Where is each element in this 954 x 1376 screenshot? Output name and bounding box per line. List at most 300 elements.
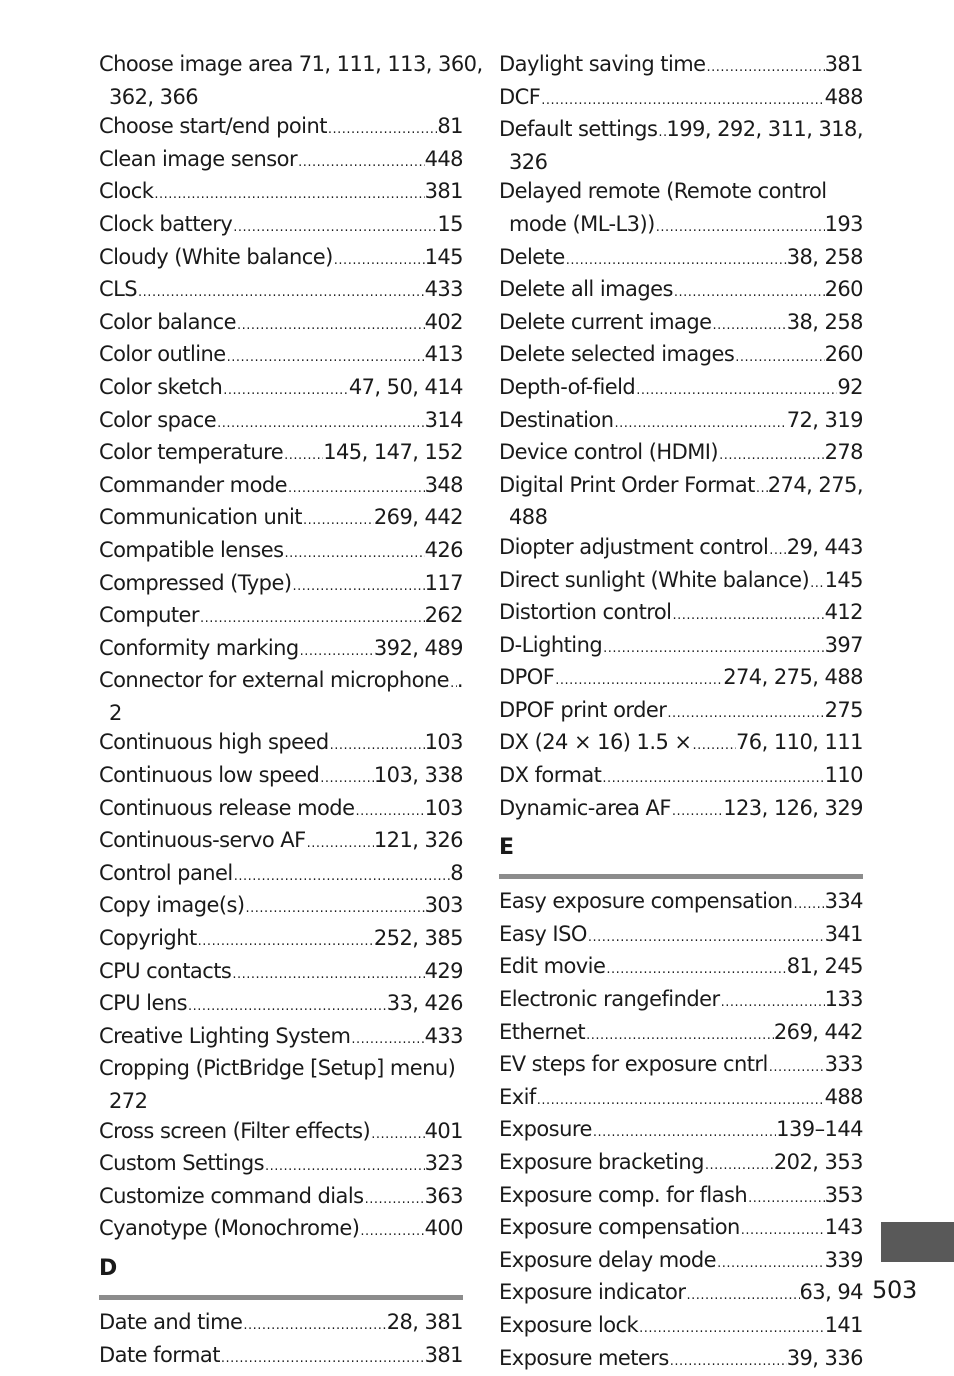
index-entry <box>99 1054 463 1116</box>
leader-dots <box>605 952 786 985</box>
leader-dots <box>601 761 824 794</box>
index-entry <box>99 536 463 569</box>
entry-term: Control panel <box>99 860 233 885</box>
leader-dots <box>291 569 424 602</box>
leader-dots <box>565 243 787 276</box>
index-entry <box>99 438 463 471</box>
entry-term: Exposure lock <box>499 1312 639 1337</box>
entry-term: Connector for external microphone <box>99 668 450 693</box>
leader-dots <box>302 503 374 536</box>
entry-pages: 433 <box>424 1023 463 1048</box>
leader-dots <box>691 728 736 761</box>
entry-pages: 110 <box>824 763 863 788</box>
leader-dots <box>712 308 787 341</box>
section-heading: D <box>99 1255 118 1281</box>
index-entry <box>99 112 463 145</box>
entry-term: Delayed remote (Remote control <box>499 179 827 204</box>
section-tab-marker <box>881 1222 954 1262</box>
leader-dots <box>585 1018 774 1051</box>
index-entry <box>499 663 863 696</box>
index-entry <box>499 210 863 243</box>
index-entry <box>499 631 863 664</box>
leader-dots <box>768 533 786 566</box>
entry-pages: 363 <box>424 1183 463 1208</box>
leader-dots <box>370 1117 424 1150</box>
entry-pages: 143 <box>824 1215 863 1240</box>
entry-term: CLS <box>99 277 138 302</box>
entry-pages: 202, 353 <box>773 1150 863 1174</box>
entry-pages: 193 <box>824 211 863 236</box>
index-entry <box>499 761 863 794</box>
entry-pages: 392, 489 <box>373 635 463 660</box>
index-entry <box>99 373 463 406</box>
leader-dots <box>554 663 723 696</box>
entry-pages: 103, 338 <box>373 763 463 788</box>
entry-term: Continuous low speed <box>99 763 320 788</box>
entry-pages-continued: 362, 366 <box>109 84 199 109</box>
leader-dots <box>669 1344 787 1376</box>
entry-term: Cross screen (Filter effects) <box>99 1118 371 1143</box>
entry-pages: 381 <box>824 52 863 76</box>
leader-dots <box>718 438 824 471</box>
leader-dots <box>635 373 837 406</box>
entry-term: Date and time <box>99 1309 243 1334</box>
entry-pages: 400 <box>424 1216 463 1241</box>
leader-dots <box>153 177 424 210</box>
index-entry <box>99 826 463 859</box>
leader-dots <box>222 373 349 406</box>
index-entry <box>499 566 863 599</box>
entry-pages: 402 <box>424 309 463 334</box>
index-entry <box>99 1182 463 1215</box>
entry-pages: 145 <box>824 567 863 592</box>
entry-pages: 92 <box>837 374 863 399</box>
index-entry <box>99 924 463 957</box>
leader-dots <box>216 406 425 439</box>
entry-term: Color balance <box>99 309 237 334</box>
leader-dots <box>449 666 457 699</box>
entry-pages: 199, 292, 311, 318, <box>666 117 863 142</box>
index-entry <box>99 406 463 439</box>
entry-pages: 334 <box>824 889 863 914</box>
entry-term: Default settings <box>499 117 658 142</box>
entry-pages: 269, 442 <box>373 505 463 530</box>
entry-pages: 260 <box>824 277 863 302</box>
leader-dots <box>359 1214 424 1247</box>
leader-dots <box>232 210 437 243</box>
entry-term: Commander mode <box>99 472 288 497</box>
entry-term: Depth-of-field <box>499 374 636 399</box>
entry-pages: . <box>456 668 463 693</box>
index-entry <box>499 1213 863 1246</box>
index-entry <box>99 177 463 210</box>
index-entry <box>499 1050 863 1083</box>
leader-dots <box>613 406 786 439</box>
index-entry <box>99 275 463 308</box>
leader-dots <box>671 598 824 631</box>
index-entry <box>499 728 863 761</box>
entry-pages: 29, 443 <box>786 534 863 559</box>
entry-term: EV steps for exposure cntrl <box>499 1052 768 1077</box>
leader-dots <box>536 1083 825 1116</box>
entry-term: Clock battery <box>99 211 233 236</box>
index-entry <box>99 340 463 373</box>
entry-term: DPOF print order <box>499 697 667 722</box>
entry-term: Digital Print Order Format <box>499 472 755 497</box>
entry-pages: 401 <box>424 1118 463 1143</box>
index-entry <box>499 794 863 827</box>
entry-pages: 381 <box>424 179 463 204</box>
index-column-right <box>499 50 863 1376</box>
entry-term: Ethernet <box>499 1019 586 1044</box>
entry-pages: 488 <box>824 1084 863 1109</box>
entry-pages: 274, 275, <box>767 472 863 497</box>
index-entry <box>499 952 863 985</box>
leader-dots <box>137 275 425 308</box>
index-entry <box>99 859 463 892</box>
entry-term: Exposure compensation <box>499 1215 740 1240</box>
leader-dots <box>734 340 824 373</box>
index-entry <box>499 1246 863 1279</box>
index-entry <box>499 1278 863 1311</box>
entry-pages: 63, 94 <box>799 1280 863 1305</box>
entry-pages: 278 <box>824 440 863 465</box>
entry-pages: 314 <box>424 407 463 432</box>
entry-term: Compressed (Type) <box>99 570 292 595</box>
index-entry <box>499 1148 863 1181</box>
entry-term: Device control (HDMI) <box>499 440 719 465</box>
entry-pages-continued: 488 <box>509 505 548 530</box>
index-entry <box>99 601 463 634</box>
index-entry <box>99 666 463 728</box>
index-entry <box>99 210 463 243</box>
index-entry <box>499 985 863 1018</box>
leader-dots <box>233 859 450 892</box>
leader-dots <box>768 1050 825 1083</box>
page-number: 503 <box>872 1276 917 1304</box>
leader-dots <box>197 924 374 957</box>
entry-term: D-Lighting <box>499 632 603 657</box>
index-entry <box>99 243 463 276</box>
entry-term: Electronic rangefinder <box>499 987 720 1012</box>
index-entry <box>99 989 463 1022</box>
entry-term: Choose image area <box>99 52 293 76</box>
leader-dots <box>220 1341 425 1374</box>
entry-term: DCF <box>499 84 541 109</box>
entry-pages: 133 <box>824 987 863 1012</box>
entry-term: Choose start/end point <box>99 114 327 139</box>
entry-term: Color temperature <box>99 440 284 465</box>
section-rule <box>499 874 863 879</box>
entry-pages: 381 <box>424 1342 463 1367</box>
section-heading: E <box>499 835 515 861</box>
index-entry <box>99 634 463 667</box>
entry-term: Cloudy (White balance) <box>99 244 333 269</box>
leader-dots <box>287 471 425 504</box>
entry-pages-continued: 2 <box>109 700 122 725</box>
entry-term: Exposure indicator <box>499 1280 686 1305</box>
leader-dots <box>657 115 666 148</box>
entry-pages: 72, 319 <box>786 407 863 432</box>
entry-term: Computer <box>99 603 199 628</box>
leader-dots <box>333 243 425 276</box>
entry-pages: 15 <box>437 211 463 236</box>
leader-dots <box>673 275 825 308</box>
entry-pages: 348 <box>424 472 463 497</box>
leader-dots <box>327 112 437 145</box>
entry-pages: 413 <box>424 342 463 367</box>
leader-dots <box>655 210 825 243</box>
entry-pages: 103 <box>424 730 463 755</box>
entry-term: Delete all images <box>499 277 673 302</box>
entry-term: Color sketch <box>99 374 223 399</box>
entry-pages: 333 <box>824 1052 863 1077</box>
entry-pages: 28, 381 <box>386 1309 463 1334</box>
leader-dots <box>350 1022 424 1055</box>
entry-term: Clock <box>99 179 154 204</box>
entry-term: Compatible lenses <box>99 537 284 562</box>
entry-term: Creative Lighting System <box>99 1023 351 1048</box>
index-entry <box>499 598 863 631</box>
entry-pages: 323 <box>424 1151 463 1176</box>
index-entry <box>499 1018 863 1051</box>
index-column-left <box>99 50 483 1373</box>
entry-pages: 260 <box>824 342 863 367</box>
entry-term: Cropping (PictBridge [Setup] menu) <box>99 1056 456 1081</box>
index-entry <box>499 275 863 308</box>
entry-pages-continued: 326 <box>509 149 548 174</box>
leader-dots <box>284 536 425 569</box>
entry-term: Custom Settings <box>99 1151 265 1176</box>
index-entry <box>499 177 863 210</box>
entry-pages: 123, 126, 329 <box>723 795 863 820</box>
entry-term: Exposure meters <box>499 1345 669 1370</box>
section-rule <box>99 1295 463 1300</box>
index-entry <box>99 1214 463 1247</box>
leader-dots <box>187 989 387 1022</box>
entry-pages: 145 <box>424 244 463 269</box>
index-entry <box>99 891 463 924</box>
leader-dots <box>685 1278 799 1311</box>
entry-pages: 353 <box>824 1182 863 1207</box>
index-entry <box>499 243 863 276</box>
entry-term: Easy ISO <box>499 921 587 946</box>
index-entry <box>499 471 863 533</box>
leader-dots <box>671 794 723 827</box>
entry-pages: 8 <box>450 860 463 885</box>
entry-term: Dynamic-area AF <box>499 795 671 820</box>
leader-dots <box>587 920 825 953</box>
entry-pages-continued: 272 <box>109 1089 148 1113</box>
entry-pages: 339 <box>824 1247 863 1272</box>
leader-dots <box>245 891 425 924</box>
leader-dots <box>264 1149 425 1182</box>
entry-pages: 33, 426 <box>386 991 463 1016</box>
entry-pages: 269, 442 <box>773 1019 863 1044</box>
entry-term: Customize command dials <box>99 1183 364 1208</box>
index-entry <box>499 1115 863 1148</box>
entry-term: Continuous release mode <box>99 795 355 820</box>
entry-pages: 141 <box>824 1312 863 1337</box>
leader-dots <box>666 696 824 729</box>
entry-term: CPU lens <box>99 991 187 1016</box>
leader-dots <box>306 826 374 859</box>
index-entry <box>499 308 863 341</box>
index-entry <box>499 1311 863 1344</box>
entry-pages: 71, 111, 113, 360, <box>298 52 483 76</box>
entry-term: Direct sunlight (White balance) <box>499 567 810 592</box>
entry-term: Color space <box>99 407 217 432</box>
entry-pages: 38, 258 <box>786 309 863 334</box>
entry-term: Copyright <box>99 926 197 951</box>
index-entry <box>99 1308 463 1341</box>
index-entry <box>99 471 463 504</box>
index-entry <box>99 1022 463 1055</box>
index-entry <box>499 50 863 83</box>
leader-dots <box>809 566 824 599</box>
entry-pages: 117 <box>424 570 463 595</box>
entry-term: CPU contacts <box>99 958 232 983</box>
leader-dots <box>199 601 425 634</box>
index-entry <box>99 50 483 112</box>
index-entry <box>499 696 863 729</box>
entry-term: Conformity marking <box>99 635 299 660</box>
leader-dots <box>354 794 424 827</box>
entry-pages: 121, 326 <box>373 828 463 853</box>
index-entry <box>499 438 863 471</box>
index-entry <box>99 957 463 990</box>
entry-term: Exposure comp. for flash <box>499 1182 748 1207</box>
leader-dots <box>236 308 425 341</box>
entry-pages: 81 <box>437 114 463 139</box>
entry-pages: 76, 110, 111 <box>736 730 863 755</box>
entry-term: DX format <box>499 763 602 788</box>
entry-pages: 81, 245 <box>786 954 863 979</box>
entry-term: Date format <box>99 1342 220 1367</box>
leader-dots <box>540 83 824 116</box>
leader-dots <box>319 761 374 794</box>
leader-dots <box>299 634 374 667</box>
entry-term: Destination <box>499 407 614 432</box>
entry-pages: 145, 147, 152 <box>323 440 463 465</box>
entry-term: Exposure delay mode <box>499 1247 717 1272</box>
leader-dots <box>720 985 825 1018</box>
entry-pages: 448 <box>424 146 463 171</box>
index-entry <box>499 373 863 406</box>
entry-pages: 488 <box>824 84 863 109</box>
index-entry <box>499 406 863 439</box>
entry-pages: 47, 50, 414 <box>348 374 463 399</box>
entry-term: Continuous-servo AF <box>99 828 306 853</box>
entry-term: Daylight saving time <box>499 52 706 76</box>
entry-pages: 39, 336 <box>786 1345 863 1370</box>
entry-pages: 433 <box>424 277 463 302</box>
index-entry <box>499 115 863 177</box>
entry-term: Distortion control <box>499 600 672 625</box>
entry-pages: 262 <box>424 603 463 628</box>
leader-dots <box>329 728 425 761</box>
index-entry <box>99 794 463 827</box>
entry-pages: 275 <box>824 697 863 722</box>
leader-dots <box>242 1308 386 1341</box>
entry-pages: 103 <box>424 795 463 820</box>
entry-term: mode (ML-L3)) <box>509 211 655 236</box>
index-entry <box>99 145 463 178</box>
entry-pages: 412 <box>824 600 863 625</box>
leader-dots <box>226 340 425 373</box>
entry-pages: 426 <box>424 537 463 562</box>
index-entry <box>99 569 463 602</box>
entry-term: Easy exposure compensation <box>499 889 793 914</box>
entry-pages: 397 <box>824 632 863 657</box>
entry-term: Clean image sensor <box>99 146 298 171</box>
index-entry <box>499 83 863 116</box>
index-entry <box>99 1341 463 1374</box>
entry-pages: 139–144 <box>776 1117 863 1142</box>
entry-pages: 341 <box>824 921 863 946</box>
index-entry <box>499 533 863 566</box>
entry-pages: 303 <box>424 893 463 918</box>
index-entry <box>99 308 463 341</box>
leader-dots <box>704 1148 774 1181</box>
index-entry <box>499 1083 863 1116</box>
index-entry <box>499 1181 863 1214</box>
leader-dots <box>592 1115 776 1148</box>
entry-term: Delete <box>499 244 565 269</box>
entry-term: Cyanotype (Monochrome) <box>99 1216 360 1241</box>
entry-term: DX (24 × 16) 1.5 × <box>499 730 692 755</box>
index-entry <box>99 761 463 794</box>
leader-dots <box>297 145 425 178</box>
leader-dots <box>706 50 825 83</box>
entry-term: Delete current image <box>499 309 712 334</box>
entry-term: Exposure bracketing <box>499 1150 704 1174</box>
leader-dots <box>793 887 825 920</box>
entry-term: Diopter adjustment control <box>499 534 769 559</box>
leader-dots <box>231 957 424 990</box>
index-entry <box>99 728 463 761</box>
entry-term: Exposure <box>499 1117 592 1142</box>
entry-pages: 252, 385 <box>373 926 463 951</box>
leader-dots <box>716 1246 825 1279</box>
leader-dots <box>638 1311 824 1344</box>
index-entry <box>499 920 863 953</box>
entry-pages: 274, 275, 488 <box>723 665 863 690</box>
entry-term: Continuous high speed <box>99 730 329 755</box>
index-entry <box>499 1344 863 1376</box>
entry-term: Communication unit <box>99 505 302 530</box>
leader-dots <box>740 1213 825 1246</box>
index-entry <box>499 340 863 373</box>
entry-term: DPOF <box>499 665 555 690</box>
leader-dots <box>364 1182 425 1215</box>
index-entry <box>99 1149 463 1182</box>
entry-pages: 38, 258 <box>786 244 863 269</box>
leader-dots <box>755 471 768 504</box>
entry-term: Delete selected images <box>499 342 735 367</box>
index-entry <box>499 887 863 920</box>
leader-dots <box>602 631 824 664</box>
index-entry <box>99 1117 463 1150</box>
entry-term: Edit movie <box>499 954 606 979</box>
entry-term: Exif <box>499 1084 536 1109</box>
index-entry <box>99 503 463 536</box>
leader-dots <box>747 1181 824 1214</box>
entry-pages: 429 <box>424 958 463 983</box>
leader-dots <box>283 438 323 471</box>
entry-term: Color outline <box>99 342 226 367</box>
entry-term: Copy image(s) <box>99 893 245 918</box>
